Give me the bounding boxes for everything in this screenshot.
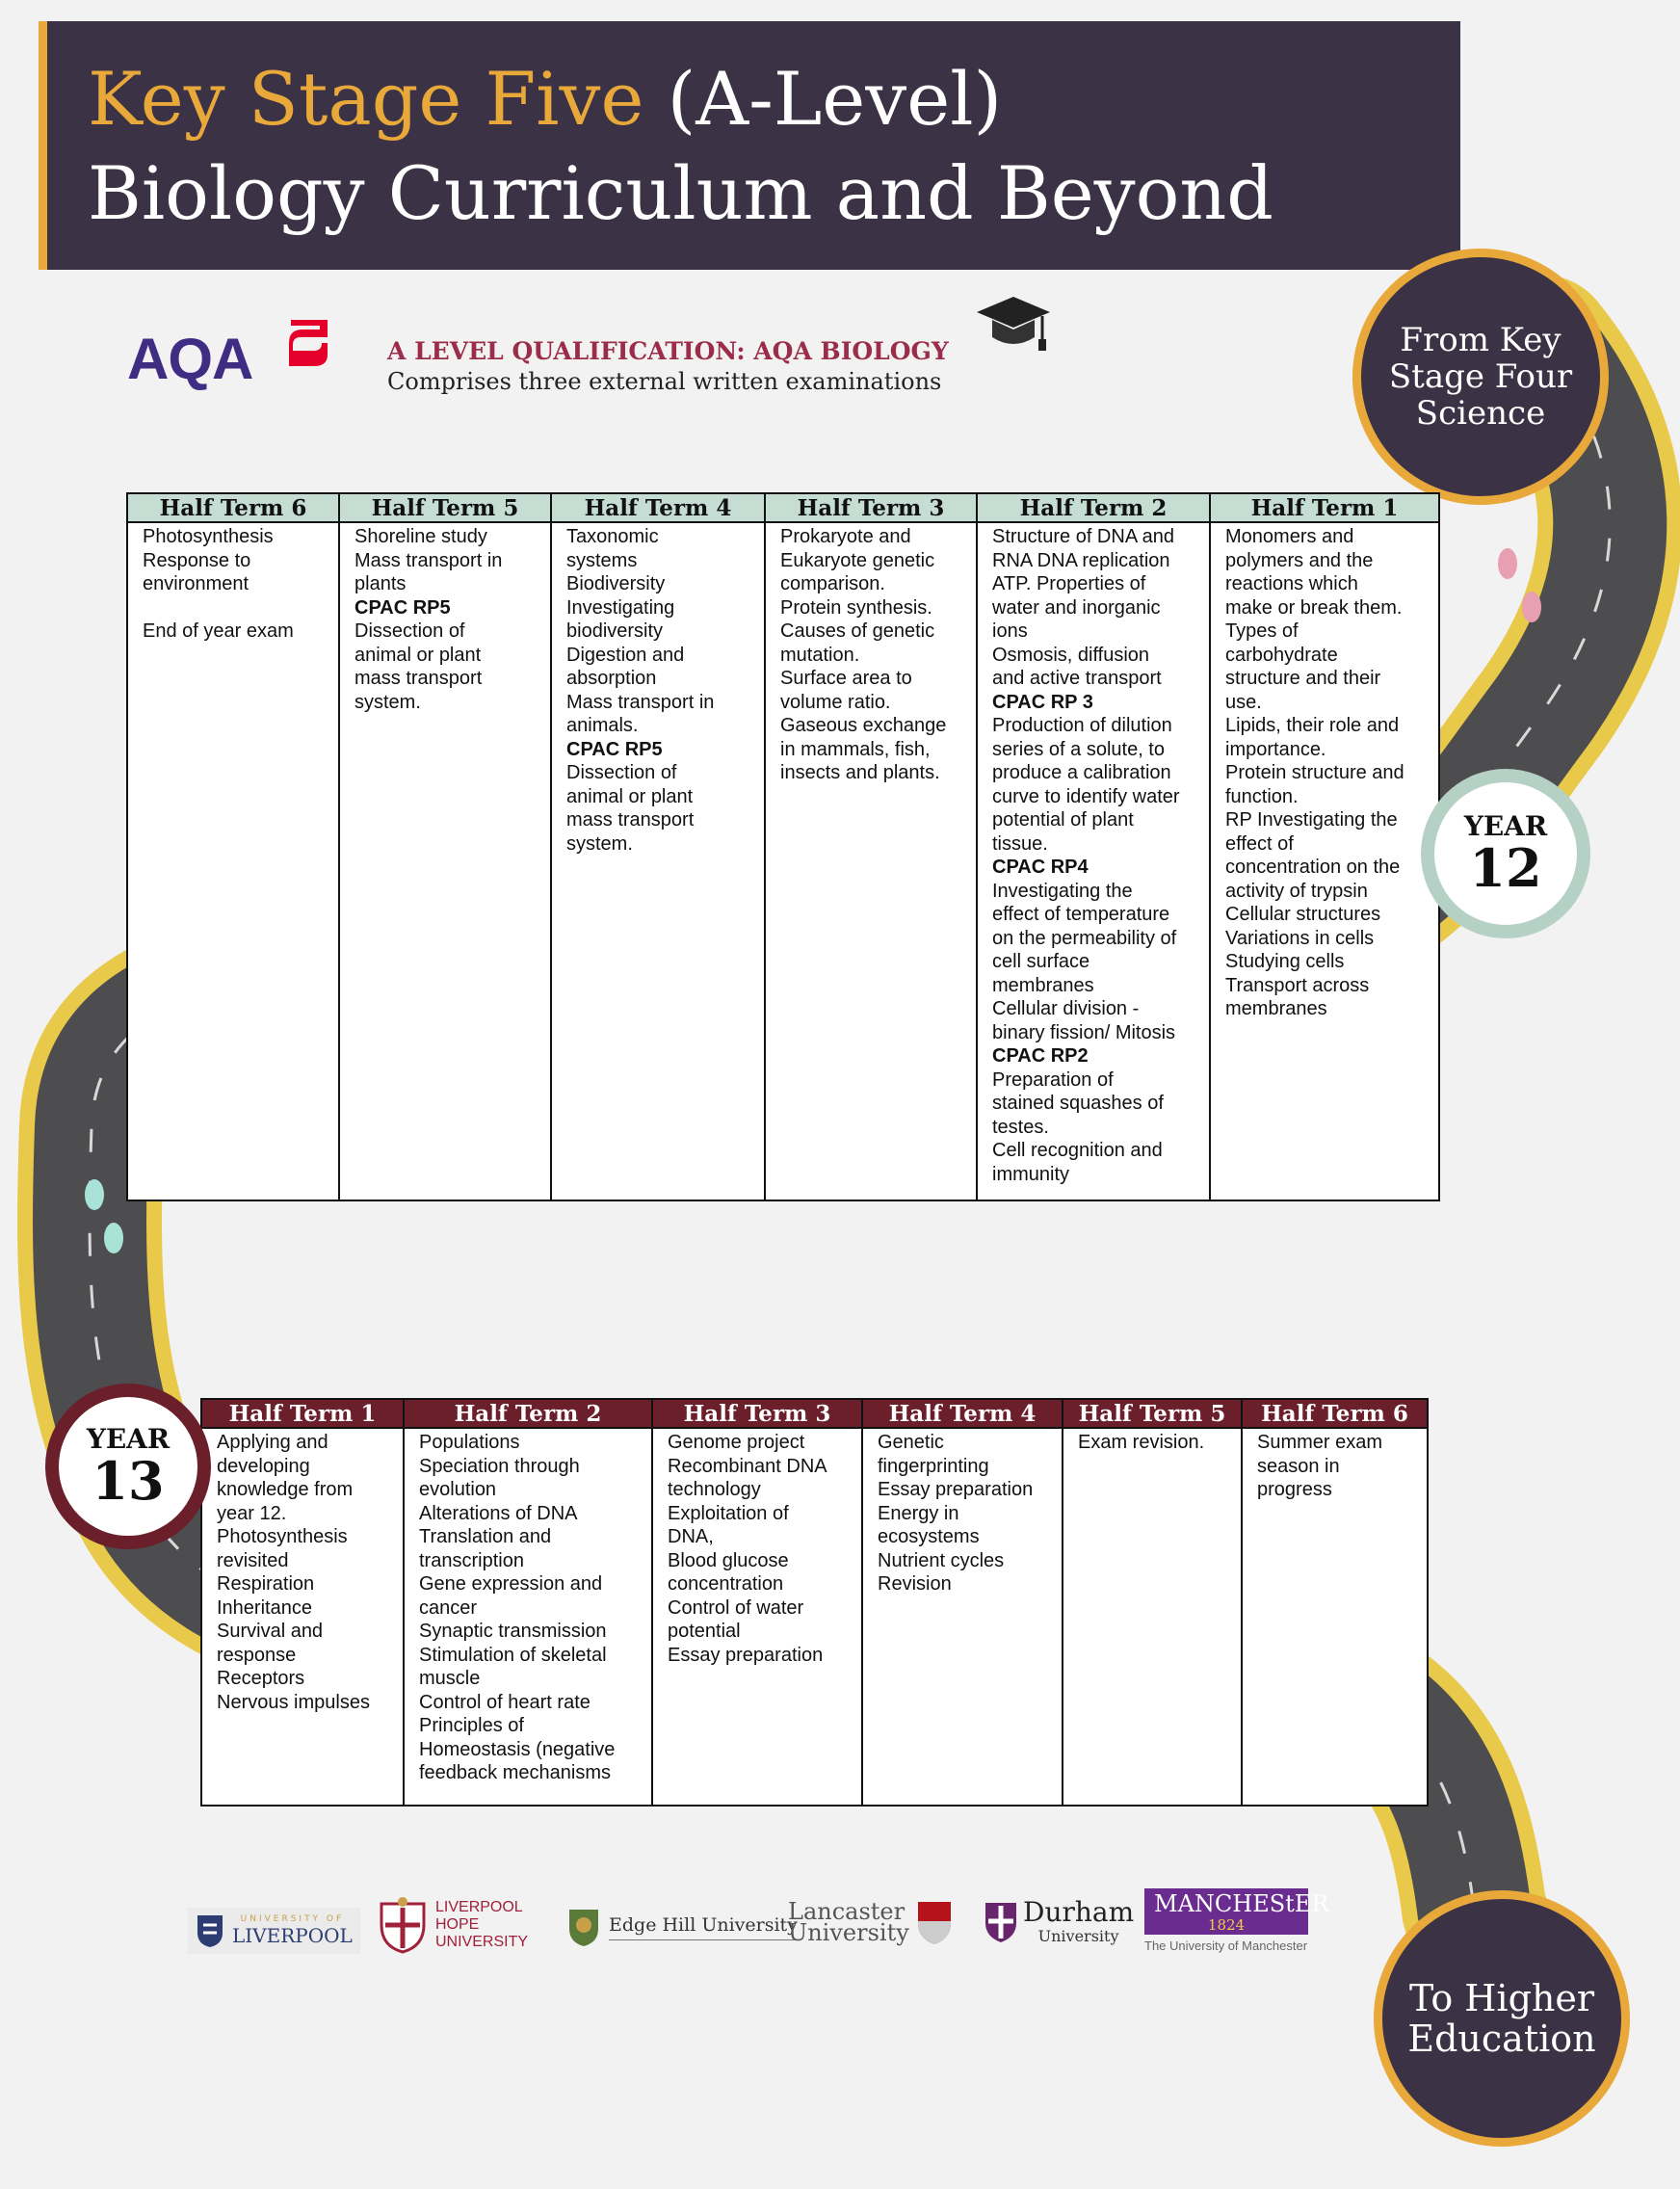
cell-line: Transport across (1225, 974, 1370, 996)
cell-line: Prokaryote and (780, 526, 911, 547)
start-badge (1352, 249, 1609, 505)
cell-line: Essay preparation (668, 1644, 824, 1666)
manchester-sub: The University of Manchester (1144, 1938, 1308, 1953)
cell-line: use. (1225, 691, 1262, 713)
university-crest-icon (983, 1900, 1019, 1944)
column-header: Half Term 1 (201, 1399, 404, 1428)
cell-line: volume ratio. (780, 691, 891, 713)
cell-line: Response to (143, 549, 251, 571)
cell-line: Dissection of (354, 620, 465, 642)
cell-line: response (217, 1644, 297, 1666)
year13-label: YEAR (86, 1423, 171, 1455)
cell-line: developing (217, 1455, 310, 1477)
year12-label: YEAR (1463, 810, 1548, 842)
cell-line: Stimulation of skeletal (419, 1644, 607, 1666)
cell-line: Summer exam (1257, 1432, 1383, 1453)
cell-line: technology (668, 1479, 761, 1500)
cell-line: mass transport (354, 668, 483, 689)
cell-line: Respiration (217, 1573, 315, 1595)
cell-line: environment (143, 573, 249, 594)
table-cell (127, 522, 339, 1200)
cell-line: importance. (1225, 738, 1326, 760)
cell-line: Protein structure and (1225, 762, 1404, 783)
cell-line: Survival and (217, 1621, 324, 1642)
start-badge-line: From Key (1400, 321, 1562, 359)
title-banner (39, 21, 1460, 270)
cell-line: ATP. Properties of (992, 573, 1146, 594)
cell-line: Principles of (419, 1715, 524, 1736)
cell-line: End of year exam (143, 620, 294, 642)
cell-line: series of a solute, to (992, 738, 1165, 760)
qualification-subtitle: Comprises three external written examinations (387, 368, 942, 395)
cell-line: reactions which (1225, 573, 1358, 594)
table-cell (652, 1428, 862, 1806)
cell-line: Exam revision. (1078, 1432, 1205, 1453)
cell-line: Synaptic transmission (419, 1621, 607, 1642)
liverpool-name: LIVERPOOL (232, 1924, 353, 1947)
cell-line: Mass transport in (566, 691, 715, 713)
cell-line: Photosynthesis (143, 526, 274, 547)
cell-line: animals. (566, 715, 639, 736)
cell-line: CPAC RP5 (354, 596, 451, 619)
cell-line: systems (566, 549, 638, 571)
year12-table (126, 492, 1440, 1201)
table-cell (977, 522, 1210, 1200)
cell-line: system. (354, 691, 421, 713)
page-subtitle: Biology Curriculum and Beyond (88, 150, 1273, 236)
cell-line: animal or plant (354, 644, 482, 666)
cell-line: transcription (419, 1549, 524, 1571)
cell-line: Surface area to (780, 668, 912, 689)
table-row (201, 1428, 1428, 1806)
table-cell (551, 522, 765, 1200)
cell-line: concentration on the (1225, 857, 1401, 878)
cell-line: Energy in (878, 1502, 959, 1524)
cell-line: effect of (1225, 832, 1294, 855)
cell-line: activity of trypsin (1225, 880, 1368, 902)
column-header: Half Term 1 (1210, 493, 1439, 522)
cell-line: CPAC RP2 (992, 1045, 1089, 1067)
cell-line: Shoreline study (354, 526, 487, 547)
cell-line: Revision (878, 1573, 952, 1595)
cell-line: comparison. (780, 573, 885, 594)
cell-line: Populations (419, 1432, 520, 1453)
university-crest-icon (196, 1913, 224, 1948)
edgehill-name: Edge Hill University (609, 1914, 798, 1940)
title-accent: Key Stage Five (88, 56, 644, 142)
liverpool-small: UNIVERSITY OF (240, 1914, 345, 1924)
cell-line: tissue. (992, 832, 1048, 855)
cell-line: Nutrient cycles (878, 1549, 1005, 1571)
cell-line: Types of (1225, 620, 1299, 642)
column-header: Half Term 6 (127, 493, 339, 522)
cell-line: structure and their (1225, 668, 1381, 689)
cell-line: potential (668, 1621, 741, 1642)
cell-line: Investigating (566, 596, 675, 619)
table-cell (765, 522, 977, 1200)
cell-line: effect of temperature (992, 904, 1170, 925)
cell-line: feedback mechanisms (419, 1762, 611, 1783)
column-header: Half Term 5 (339, 493, 551, 522)
cell-line: cancer (419, 1596, 478, 1619)
table-cell (404, 1428, 652, 1806)
durham-line: University (1037, 1927, 1119, 1945)
cell-line: Causes of genetic (780, 620, 935, 642)
cell-line: system. (566, 832, 633, 855)
year12-badge (1421, 769, 1590, 938)
logo-university-of-liverpool (188, 1908, 360, 1954)
start-badge-line: Science (1415, 394, 1546, 433)
cell-line (143, 596, 332, 620)
hope-line: UNIVERSITY (435, 1934, 529, 1950)
university-logos (0, 1888, 1680, 1975)
cell-line: knowledge from (217, 1479, 354, 1500)
manchester-name: MANCHEStER (1154, 1890, 1329, 1917)
column-header: Half Term 4 (862, 1399, 1063, 1428)
cell-line: Osmosis, diffusion (992, 644, 1150, 666)
durham-line: Durham (1023, 1896, 1135, 1928)
cell-line: plants (354, 573, 407, 594)
cell-line: Biodiversity (566, 573, 666, 594)
cell-line: membranes (992, 974, 1094, 996)
cell-line: Lipids, their role and (1225, 715, 1400, 736)
cell-line: Investigating the (992, 880, 1133, 902)
cell-line: Mass transport in (354, 549, 503, 571)
cell-line: make or break them. (1225, 596, 1403, 619)
cell-line: Preparation of (992, 1068, 1114, 1091)
hope-line: LIVERPOOL (435, 1899, 523, 1915)
cell-line: animal or plant (566, 785, 694, 807)
cell-line: Taxonomic (566, 526, 659, 547)
cell-line: revisited (217, 1549, 289, 1571)
table-cell (1242, 1428, 1428, 1806)
cell-line: Translation and (419, 1526, 552, 1547)
cell-line: Variations in cells (1225, 927, 1375, 949)
cell-line: concentration (668, 1573, 784, 1595)
end-badge-line: Education (1407, 2018, 1596, 2060)
column-header: Half Term 6 (1242, 1399, 1428, 1428)
cell-line: Cellular structures (1225, 904, 1381, 925)
year13-table (200, 1398, 1429, 1807)
cell-line: binary fission/ Mitosis (992, 1021, 1176, 1043)
table-cell (862, 1428, 1063, 1806)
table-header-row (201, 1399, 1428, 1428)
logo-liverpool-hope-university (378, 1896, 528, 1954)
logo-lancaster-university (788, 1898, 954, 1946)
cell-line: Gaseous exchange (780, 715, 947, 736)
table-cell (201, 1428, 404, 1806)
cell-line: CPAC RP 3 (992, 691, 1093, 713)
cell-line: muscle (419, 1668, 481, 1689)
year13-number: 13 (92, 1450, 165, 1512)
cell-line: DNA, (668, 1526, 714, 1547)
cell-line: Homeostasis (negative (419, 1738, 616, 1760)
aqa-logo-mark (285, 316, 331, 370)
cell-line: Dissection of (566, 762, 677, 783)
cell-line: insects and plants. (780, 762, 940, 783)
graduation-cap-icon (975, 291, 1052, 358)
cell-line: function. (1225, 785, 1299, 807)
column-header: Half Term 2 (977, 493, 1210, 522)
cell-line: ecosystems (878, 1526, 980, 1547)
cell-line: Speciation through (419, 1455, 580, 1477)
cell-line: Inheritance (217, 1596, 312, 1619)
cell-line: Applying and (217, 1432, 328, 1453)
logo-durham-university (983, 1898, 1134, 1945)
cell-line: season in (1257, 1455, 1340, 1477)
end-badge-line: To Higher (1408, 1977, 1595, 2019)
cell-line: RP Investigating the (1225, 809, 1398, 831)
cell-line: cell surface (992, 951, 1090, 972)
start-badge-line: Stage Four (1388, 357, 1573, 396)
column-header: Half Term 5 (1063, 1399, 1242, 1428)
logo-edge-hill-university (566, 1906, 798, 1948)
cell-line: Nervous impulses (217, 1691, 370, 1713)
university-crest-icon (566, 1906, 601, 1948)
cell-line: progress (1257, 1479, 1332, 1500)
column-header: Half Term 3 (765, 493, 977, 522)
logo-university-of-manchester (1144, 1888, 1329, 1953)
cell-line: mass transport (566, 809, 695, 831)
cell-line: Digestion and (566, 644, 685, 666)
table-cell (339, 522, 551, 1200)
cell-line: Photosynthesis (217, 1526, 348, 1547)
qualification-title: A LEVEL QUALIFICATION: AQA BIOLOGY (387, 337, 949, 365)
aqa-logo: AQA (127, 327, 253, 391)
cell-line: on the permeability of (992, 927, 1177, 949)
cell-line: Blood glucose (668, 1549, 789, 1571)
column-header: Half Term 2 (404, 1399, 652, 1428)
cell-line: carbohydrate (1225, 644, 1338, 666)
manchester-year: 1824 (1207, 1916, 1246, 1934)
cell-line: immunity (992, 1163, 1070, 1185)
cell-line: in mammals, fish, (780, 738, 931, 760)
cell-line: potential of plant (992, 809, 1134, 831)
cell-line: absorption (566, 668, 657, 689)
table-cell (1063, 1428, 1242, 1806)
cell-line: year 12. (217, 1502, 287, 1524)
cell-line: Essay preparation (878, 1479, 1034, 1500)
cell-line: ions (992, 620, 1028, 642)
cell-line: testes. (992, 1116, 1049, 1138)
year12-number: 12 (1469, 837, 1542, 899)
cell-line: Production of dilution (992, 715, 1172, 736)
cell-line: and active transport (992, 668, 1162, 689)
cell-line: Control of heart rate (419, 1691, 591, 1713)
cell-line: Cellular division - (992, 998, 1140, 1019)
cell-line: Monomers and (1225, 526, 1354, 547)
cell-line: stained squashes of (992, 1093, 1164, 1114)
cell-line: polymers and the (1225, 549, 1374, 571)
cell-line: Genome project (668, 1432, 805, 1453)
cell-line: evolution (419, 1479, 497, 1500)
cell-line: water and inorganic (992, 596, 1161, 619)
table-header-row (127, 493, 1439, 522)
university-crest-icon (378, 1896, 428, 1954)
cell-line: Alterations of DNA (419, 1502, 578, 1524)
lancaster-line: University (788, 1919, 909, 1946)
cell-line: membranes (1225, 998, 1327, 1019)
cell-line: fingerprinting (878, 1455, 989, 1477)
cell-line: Exploitation of (668, 1502, 789, 1524)
cell-line: mutation. (780, 644, 860, 666)
cell-line: Recombinant DNA (668, 1455, 827, 1477)
hope-line: HOPE (435, 1916, 480, 1933)
cell-line: CPAC RP4 (992, 857, 1089, 878)
cell-line: Protein synthesis. (780, 596, 932, 619)
cell-line: Structure of DNA and (992, 526, 1174, 547)
title-rest: (A-Level) (643, 56, 1003, 142)
university-crest-icon (915, 1898, 954, 1946)
table-cell (1210, 522, 1439, 1200)
cell-line: Cell recognition and (992, 1140, 1163, 1161)
cell-line: Genetic (878, 1432, 944, 1453)
page-title (88, 52, 1460, 146)
cell-line: CPAC RP5 (566, 738, 663, 760)
cell-line: Studying cells (1225, 951, 1345, 972)
table-row (127, 522, 1439, 1200)
cell-line: curve to identify water (992, 785, 1180, 807)
cell-line: Receptors (217, 1668, 305, 1689)
column-header: Half Term 3 (652, 1399, 862, 1428)
cell-line: Eukaryote genetic (780, 549, 935, 571)
cell-line: Control of water (668, 1596, 804, 1619)
column-header: Half Term 4 (551, 493, 765, 522)
cell-line: biodiversity (566, 620, 664, 642)
cell-line: Gene expression and (419, 1573, 603, 1595)
lancaster-line: Lancaster (788, 1898, 906, 1925)
cell-line: produce a calibration (992, 762, 1171, 783)
cell-line: RNA DNA replication (992, 549, 1170, 571)
year13-badge (45, 1384, 211, 1549)
